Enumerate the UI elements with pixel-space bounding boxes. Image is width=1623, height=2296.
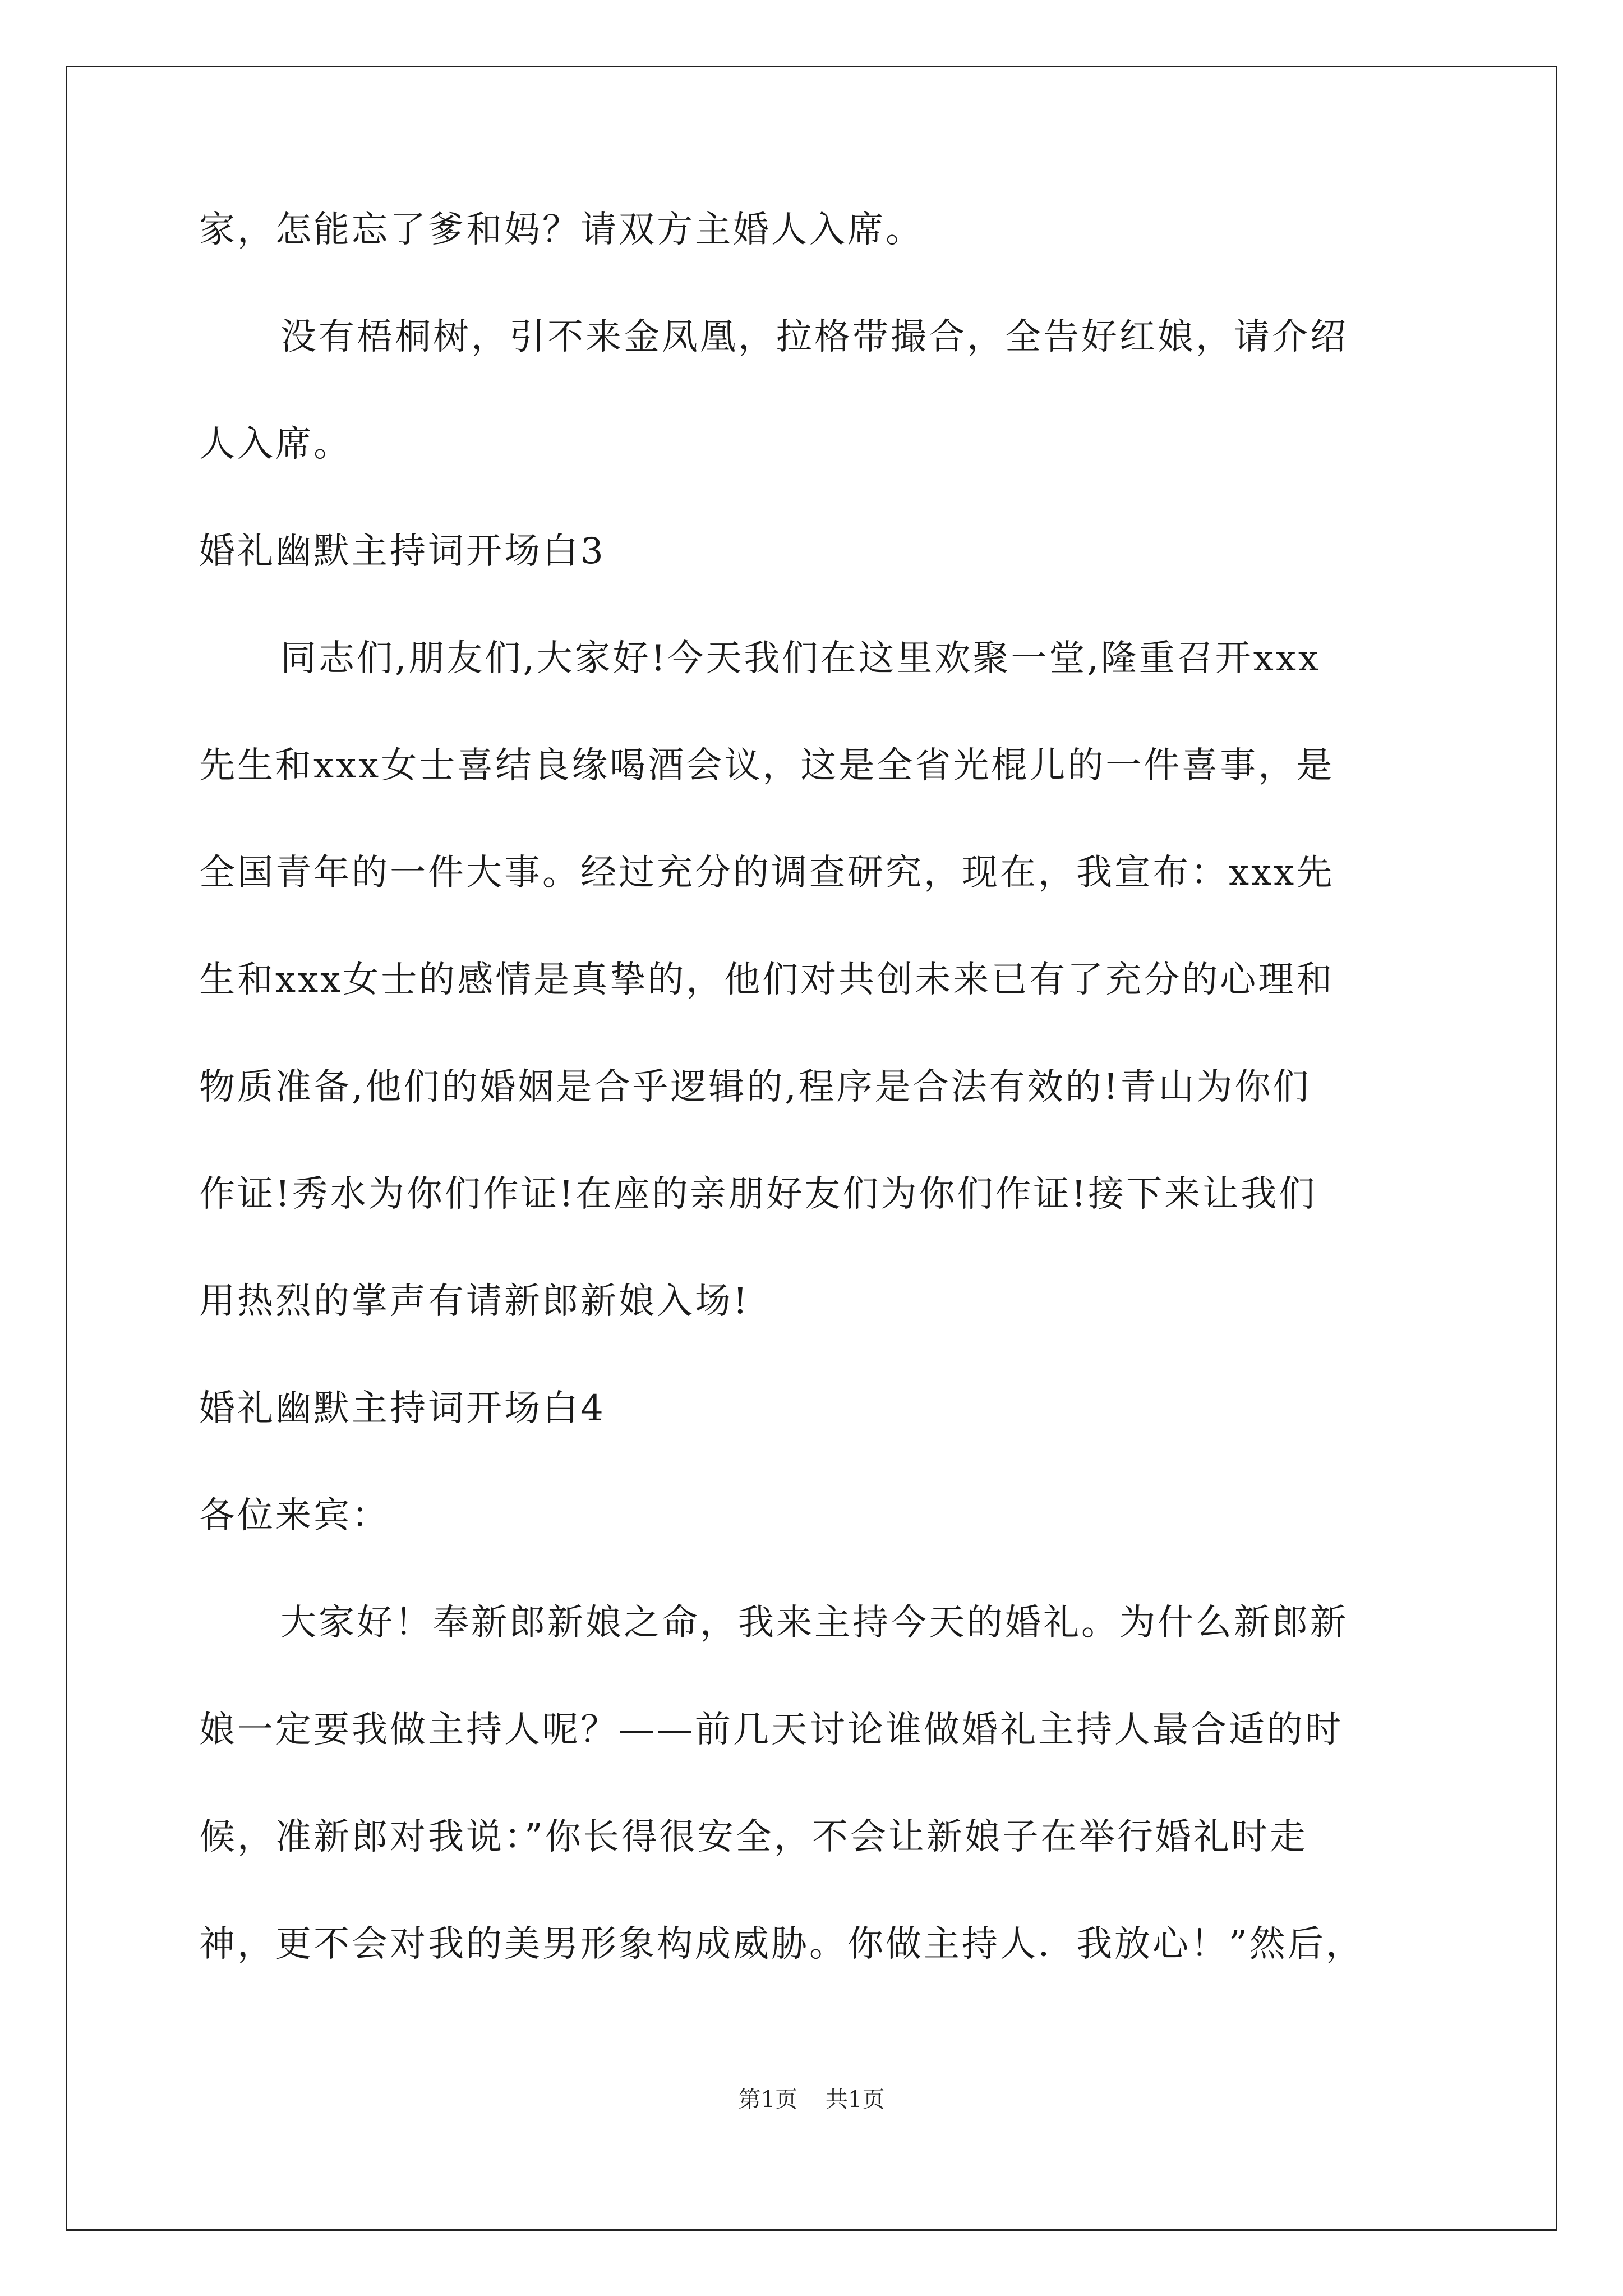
- text-line: 候，准新郎对我说：”你长得很安全，不会让新娘子在举行婚礼时走: [199, 1816, 1308, 1858]
- section-heading: 婚礼幽默主持词开场白3: [199, 531, 606, 572]
- paragraph-first-line: 没有梧桐树，引不来金凤凰，拉格带撮合，全告好红娘，请介绍: [280, 316, 1348, 358]
- page-number: 第1页: [738, 2087, 797, 2113]
- text-line: 家，怎能忘了爹和妈？请双方主婚人入席。: [199, 209, 924, 251]
- paragraph-first-line: 大家好！奉新郎新娘之命，我来主持今天的婚礼。为什么新郎新: [280, 1602, 1348, 1644]
- text-line: 作证!秀水为你们作证!在座的亲朋好友们为你们作证!接下来让我们: [199, 1174, 1317, 1215]
- text-line: 用热烈的掌声有请新郎新娘入场!: [199, 1281, 750, 1322]
- text-line: 生和xxx女士的感情是真挚的，他们对共创未来已有了充分的心理和: [199, 959, 1335, 1001]
- page-total: 共1页: [826, 2087, 885, 2113]
- page-border: [66, 66, 1557, 2231]
- text-line: 先生和xxx女士喜结良缘喝酒会议，这是全省光棍儿的一件喜事，是: [199, 745, 1335, 786]
- paragraph-first-line: 同志们,朋友们,大家好!今天我们在这里欢聚一堂,隆重召开xxx: [280, 638, 1321, 679]
- text-line: 娘一定要我做主持人呢？——前几天讨论谁做婚礼主持人最合适的时: [199, 1709, 1343, 1751]
- text-line: 神，更不会对我的美男形象构成威胁。你做主持人．我放心！”然后，: [199, 1924, 1364, 1965]
- text-line: 人入席。: [199, 424, 352, 465]
- text-line: 全国青年的一件大事。经过充分的调查研究，现在，我宣布：xxx先: [199, 852, 1335, 894]
- page-footer: [0, 2086, 1623, 2114]
- salutation: 各位来宾：: [199, 1495, 390, 1536]
- text-line: 物质准备,他们的婚姻是合乎逻辑的,程序是合法有效的!青山为你们: [199, 1066, 1311, 1108]
- section-heading: 婚礼幽默主持词开场白4: [199, 1388, 606, 1429]
